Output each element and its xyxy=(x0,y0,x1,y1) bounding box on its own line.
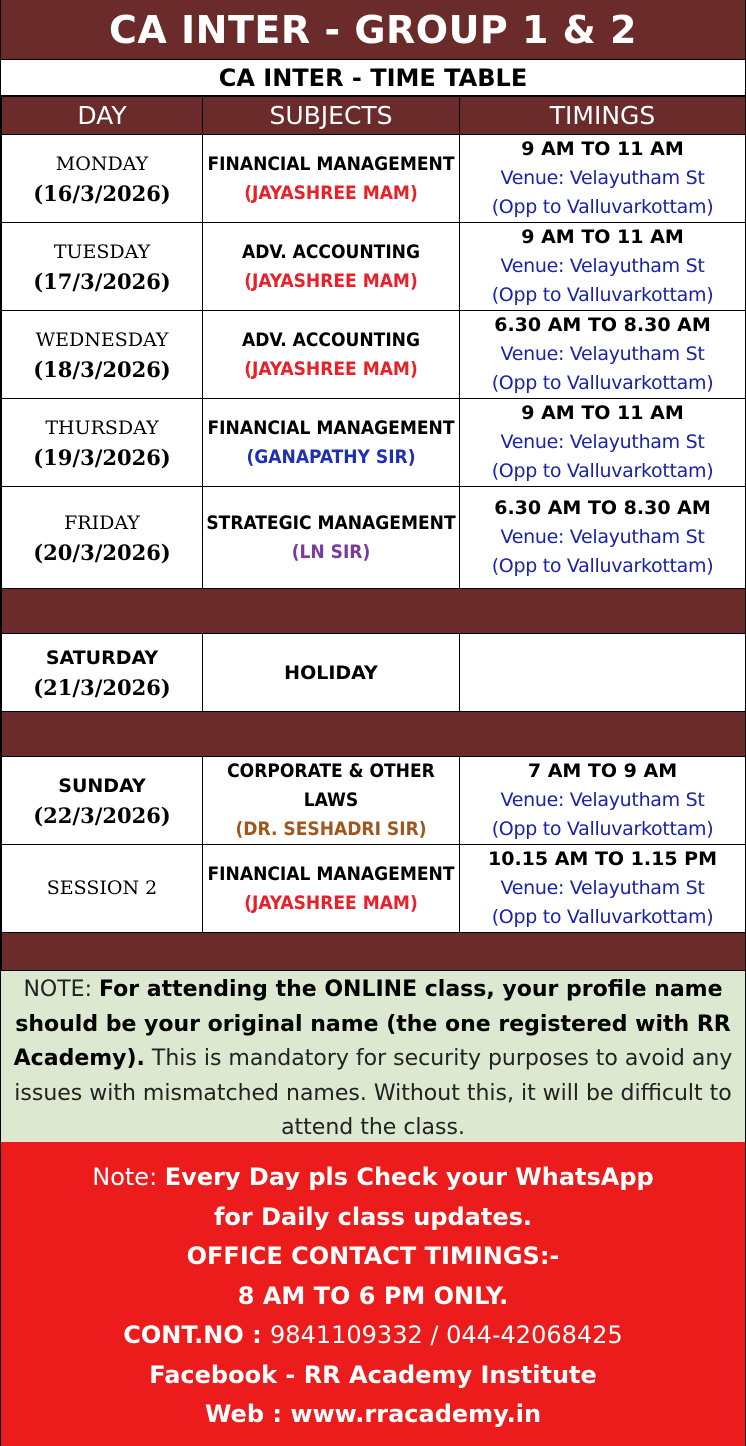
table-row xyxy=(2,135,746,223)
holiday-cell: HOLIDAY xyxy=(203,634,460,712)
contact-label: CONT.NO : xyxy=(123,1321,271,1349)
teacher-name: (LN SIR) xyxy=(291,540,371,563)
office-timings-heading: OFFICE CONTACT TIMINGS:- xyxy=(186,1242,560,1270)
separator-row xyxy=(2,712,746,757)
timing-cell xyxy=(460,845,746,933)
separator-row xyxy=(2,589,746,634)
day-cell xyxy=(2,311,203,399)
subject-cell xyxy=(203,845,460,933)
column-header-timings: TIMINGS xyxy=(460,97,746,135)
column-header-subjects: SUBJECTS xyxy=(203,97,460,135)
office-note-prefix: Note: xyxy=(92,1163,165,1191)
timing-cell xyxy=(460,487,746,589)
page-subtitle: CA INTER - TIME TABLE xyxy=(1,60,745,96)
subject-name-line1: CORPORATE & OTHER xyxy=(227,760,435,782)
day-cell xyxy=(2,634,203,712)
subject-name: ADV. ACCOUNTING xyxy=(241,240,421,263)
venue-line2: (Opp to Valluvarkottam) xyxy=(491,196,714,218)
subject-cell xyxy=(203,311,460,399)
day-name: TUESDAY xyxy=(53,240,151,263)
time-range: 9 AM TO 11 AM xyxy=(521,402,684,424)
contact-value: 9841109332 / 044-42068425 xyxy=(270,1321,623,1349)
time-range: 7 AM TO 9 AM xyxy=(527,760,678,782)
time-range: 6.30 AM TO 8.30 AM xyxy=(494,497,711,519)
facebook-text: Facebook - RR Academy Institute xyxy=(149,1360,597,1389)
timing-cell xyxy=(460,311,746,399)
day-name: SATURDAY xyxy=(45,646,159,669)
day-cell xyxy=(2,399,203,487)
subject-name: ADV. ACCOUNTING xyxy=(241,328,421,351)
day-cell xyxy=(2,135,203,223)
table-header-row xyxy=(2,97,746,135)
day-date: (17/3/2026) xyxy=(33,268,171,294)
venue-line2: (Opp to Valluvarkottam) xyxy=(491,555,714,577)
subject-name: STRATEGIC MANAGEMENT xyxy=(206,511,456,534)
subject-cell xyxy=(203,135,460,223)
day-name: SESSION 2 xyxy=(46,877,158,899)
office-timings-value: 8 AM TO 6 PM ONLY. xyxy=(237,1281,509,1310)
venue-line1: Venue: Velayutham St xyxy=(500,877,705,899)
whatsapp-text: Every Day pls Check your WhatsApp xyxy=(164,1163,654,1191)
venue-line2: (Opp to Valluvarkottam) xyxy=(491,372,714,394)
subject-name: FINANCIAL MANAGEMENT xyxy=(207,862,455,885)
time-range: 9 AM TO 11 AM xyxy=(521,226,684,248)
teacher-name: (JAYASHREE MAM) xyxy=(244,891,418,914)
day-name: MONDAY xyxy=(55,152,149,175)
venue-line2: (Opp to Valluvarkottam) xyxy=(491,460,714,482)
subject-name: FINANCIAL MANAGEMENT xyxy=(207,416,455,439)
teacher-name: (GANAPATHY SIR) xyxy=(246,445,416,468)
day-date: (21/3/2026) xyxy=(33,674,171,700)
office-note-line1 xyxy=(1,1158,745,1198)
teacher-name: (JAYASHREE MAM) xyxy=(244,357,418,380)
note-rest-text: This is mandatory for security purposes to avoid any issues with mismatched names. Without this, it will be difficult to attend the class. xyxy=(14,1046,733,1140)
venue-line2: (Opp to Valluvarkottam) xyxy=(491,906,714,928)
teacher-name: (JAYASHREE MAM) xyxy=(244,181,418,204)
timing-cell xyxy=(460,223,746,311)
separator-cell xyxy=(2,589,746,634)
venue-line1: Venue: Velayutham St xyxy=(500,167,705,189)
page-title: CA INTER - GROUP 1 & 2 xyxy=(1,0,745,60)
venue-line2: (Opp to Valluvarkottam) xyxy=(491,818,714,840)
day-cell xyxy=(2,487,203,589)
subject-cell xyxy=(203,399,460,487)
timing-cell xyxy=(460,135,746,223)
day-name: SUNDAY xyxy=(58,774,146,797)
day-cell xyxy=(2,757,203,845)
venue-line1: Venue: Velayutham St xyxy=(500,526,705,548)
timing-cell xyxy=(460,399,746,487)
venue-line1: Venue: Velayutham St xyxy=(500,343,705,365)
table-row xyxy=(2,845,746,933)
day-name: THURSDAY xyxy=(45,416,159,439)
website-text: Web : www.rracademy.in xyxy=(204,1400,542,1428)
teacher-name: (DR. SESHADRI SIR) xyxy=(235,818,427,840)
table-row xyxy=(2,487,746,589)
venue-line2: (Opp to Valluvarkottam) xyxy=(491,284,714,306)
timing-cell xyxy=(460,757,746,845)
subject-name-line2: LAWS xyxy=(303,789,359,811)
office-note-line2: for Daily class updates. xyxy=(213,1202,533,1231)
note-prefix: NOTE: xyxy=(23,977,99,1002)
day-name: WEDNESDAY xyxy=(35,328,169,351)
venue-line1: Venue: Velayutham St xyxy=(500,431,705,453)
time-range: 6.30 AM TO 8.30 AM xyxy=(494,314,711,336)
subject-cell xyxy=(203,757,460,845)
separator-cell xyxy=(2,712,746,757)
empty-timing-cell xyxy=(460,634,746,712)
day-name: FRIDAY xyxy=(64,511,140,534)
note-bold-text: For attending the ONLINE class, your profile name should be your original name (the one registered with RR Academy). xyxy=(13,977,731,1071)
day-date: (19/3/2026) xyxy=(33,444,171,470)
day-date: (18/3/2026) xyxy=(33,356,171,382)
subject-cell xyxy=(203,487,460,589)
contact-numbers xyxy=(1,1316,745,1356)
venue-line1: Venue: Velayutham St xyxy=(500,789,705,811)
timetable xyxy=(1,96,746,978)
subject-name: FINANCIAL MANAGEMENT xyxy=(207,152,455,175)
day-cell xyxy=(2,223,203,311)
column-header-day: DAY xyxy=(2,97,203,135)
time-range: 10.15 AM TO 1.15 PM xyxy=(488,848,717,870)
table-row xyxy=(2,311,746,399)
time-range: 9 AM TO 11 AM xyxy=(521,138,684,160)
online-class-note xyxy=(1,970,745,1142)
table-row xyxy=(2,634,746,712)
table-row xyxy=(2,399,746,487)
subject-cell xyxy=(203,223,460,311)
table-row xyxy=(2,223,746,311)
office-note xyxy=(1,1142,745,1446)
day-date: (16/3/2026) xyxy=(33,180,171,206)
venue-line1: Venue: Velayutham St xyxy=(500,255,705,277)
teacher-name: (JAYASHREE MAM) xyxy=(244,269,418,292)
day-date: (20/3/2026) xyxy=(33,539,171,565)
day-date: (22/3/2026) xyxy=(33,802,171,828)
day-cell xyxy=(2,845,203,933)
table-row xyxy=(2,757,746,845)
